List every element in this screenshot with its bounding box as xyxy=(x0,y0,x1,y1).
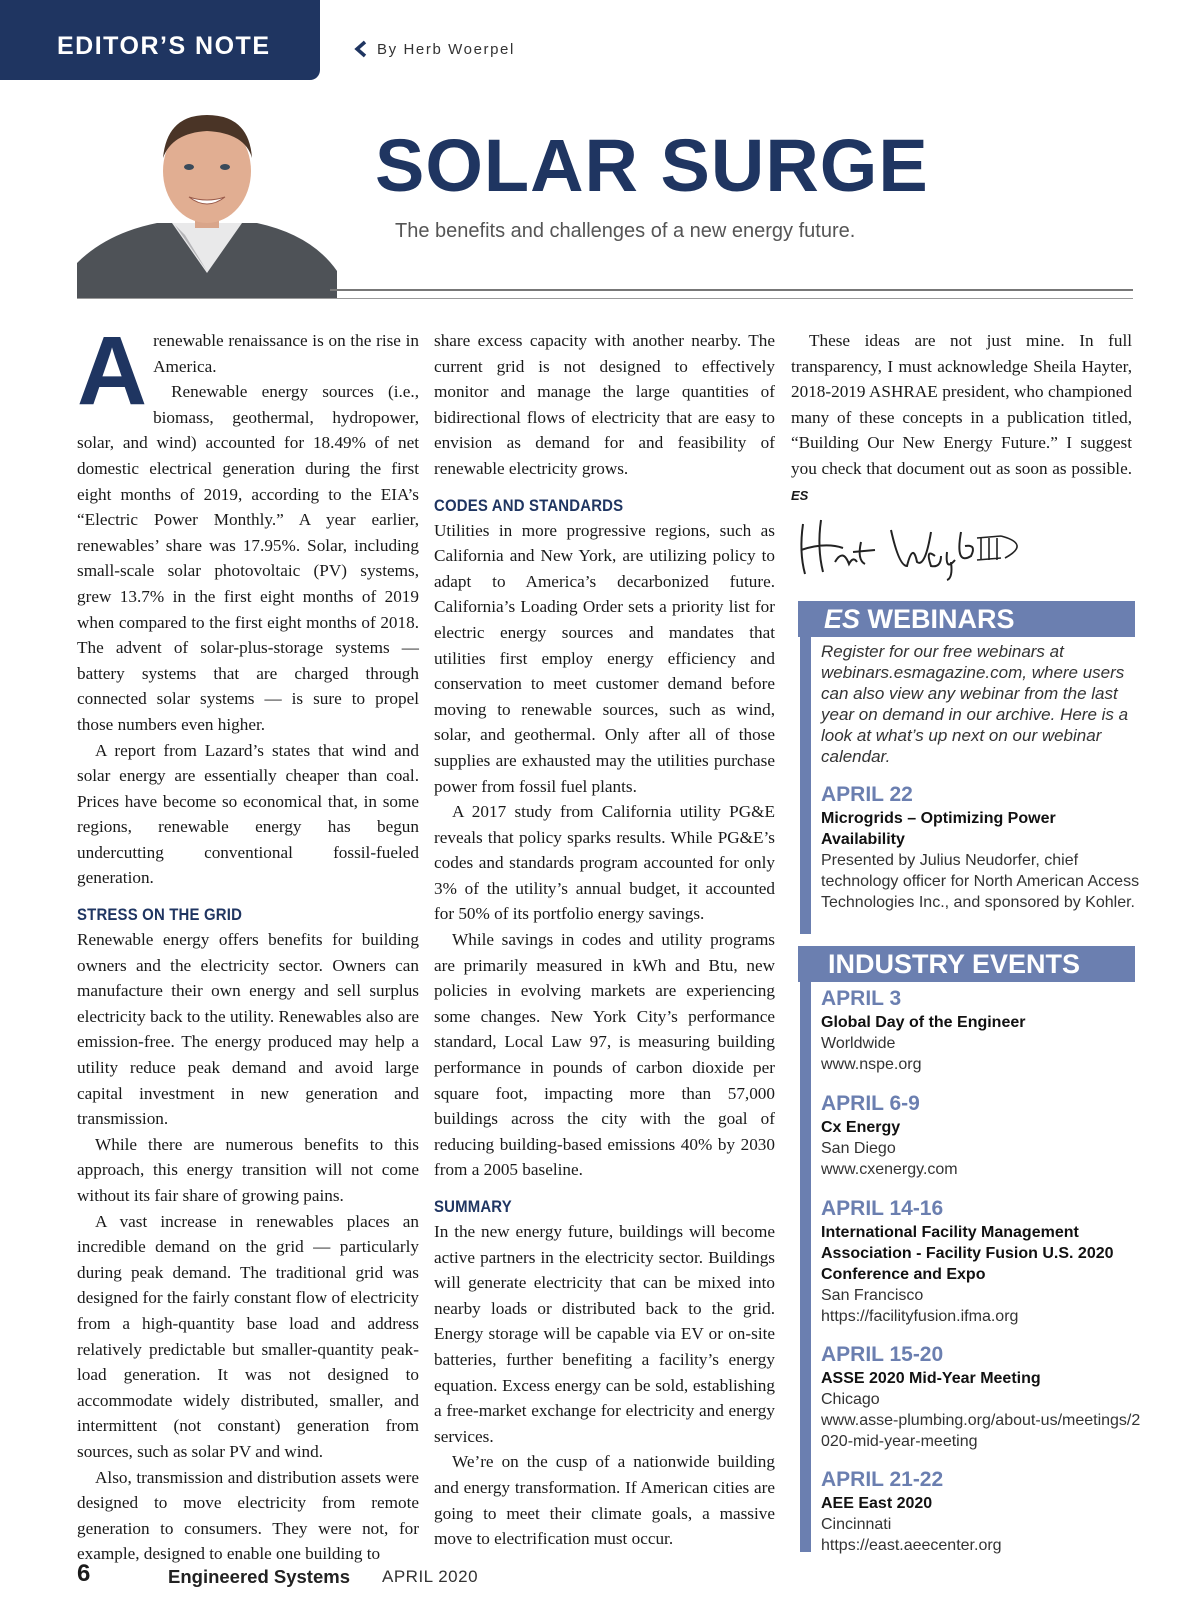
subhead: SUMMARY xyxy=(434,1197,512,1216)
event-url[interactable]: www.cxenergy.com xyxy=(821,1161,958,1178)
paragraph: Utilities in more progressive regions, such as California and New York, are utilizing policy to adapt to America’s decarbonized future. California’s Loading Order sets a priority list for electric energy sources and mandates that utilities first employ energy efficiency and conservation to meet customer demand before moving to renewable sources, such as wind, solar, and geothermal. Only after all of those supplies are exhausted may the utilities purchase power from fossil fuel plants. xyxy=(434,520,775,796)
event-date: APRIL 14-16 xyxy=(821,1197,944,1220)
paragraph: While savings in codes and utility programs are primarily measured in kWh and Btu, new policies in evolving markets are experiencing some changes. New York City’s performance standard, Local Law 97, is measuring building performance in pounds of carbon dioxide per square foot, impacting more than 57,000 buildings across the city with the goal of reducing building-based emissions 40% by 2030 from a 2005 baseline. xyxy=(434,930,775,1180)
event-location: Chicago xyxy=(821,1391,880,1408)
divider xyxy=(77,298,1133,299)
webinars-heading-es: ES xyxy=(824,604,861,634)
subhead: CODES AND STANDARDS xyxy=(434,495,624,515)
webinar-item xyxy=(821,782,1141,913)
panel-bar xyxy=(800,637,811,934)
article-column-1 xyxy=(77,316,419,1567)
subhead: STRESS ON THE GRID xyxy=(77,905,243,925)
event-item xyxy=(821,986,1141,1075)
webinars-heading xyxy=(798,601,1135,637)
event-title: AEE East 2020 xyxy=(821,1495,933,1512)
author-signature xyxy=(795,512,1035,582)
event-title: Global Day of the Engineer xyxy=(821,1014,1026,1031)
chevron-left-icon xyxy=(354,40,367,58)
paragraph: While there are numerous benefits to this approach, this energy transition will not come without its fair share of growing pains. xyxy=(77,1134,419,1205)
event-date: APRIL 22 xyxy=(821,783,913,806)
event-location: Worldwide xyxy=(821,1035,896,1052)
event-date: APRIL 3 xyxy=(821,987,902,1010)
events-heading: INDUSTRY EVENTS xyxy=(798,946,1135,982)
article-column-3 xyxy=(791,328,1132,508)
event-date: APRIL 21-22 xyxy=(821,1468,944,1491)
paragraph xyxy=(791,328,1132,508)
author-portrait xyxy=(77,103,337,299)
paragraph: Also, transmission and distribution assets were designed to move electricity from remote generation to consumers. They were not, for example, designed to enable one building to xyxy=(77,1467,419,1564)
paragraph: share excess capacity with another nearby. The current grid is not designed to effectively monitor and manage the large quantities of bidirectional flows of electricity that are easy to envision as demand for and feasibility of renewable electricity grows. xyxy=(434,331,775,478)
paragraph-text: renewable renaissance is on the rise in America. xyxy=(153,331,419,376)
event-title: International Facility Management Association - Facility Fusion U.S. 2020 Conference and Expo xyxy=(821,1224,1114,1283)
event-url[interactable]: www.nspe.org xyxy=(821,1056,922,1073)
event-location: San Francisco xyxy=(821,1287,924,1304)
event-title: Microgrids – Optimizing Power Availability xyxy=(821,810,1056,848)
end-mark: ES xyxy=(791,487,809,503)
event-item xyxy=(821,1467,1141,1556)
paragraph: In the new energy future, buildings will become active partners in the electricity sector. Buildings will generate electricity that can be mixed into nearby loads or distributed back to the grid. Energy storage will be capable via EV or on-site batteries, further benefiting a facility’s energy equation. Excess energy can be sold, establishing a free-market exchange for electricity and energy services. xyxy=(434,1222,775,1446)
paragraph: A vast increase in renewables places an incredible demand on the grid — particularly during peak demand. The traditional grid was designed for the fairly constant flow of electricity from a high-quantity base load and address relatively predictable but smaller-quantity peak-load generation. It was not designed to accommodate widely distributed, smaller, and intermittent (not constant) generation from sources, such as solar PV and wind. xyxy=(77,1211,419,1461)
paragraph: A 2017 study from California utility PG&E reveals that policy sparks results. While PG&E’s codes and standards program accounted for only 3% of the utility’s annual budget, it accounted for 50% of its portfolio energy savings. xyxy=(434,802,775,924)
byline xyxy=(354,40,515,58)
headline: SOLAR SURGE xyxy=(375,124,929,207)
deck: The benefits and challenges of a new energy future. xyxy=(395,220,856,242)
webinars-intro: Register for our free webinars at webinars.esmagazine.com, where users can also view any webinar from the last year on demand in our archive. Here is a look at what’s up next on our webinar calendar. xyxy=(821,642,1129,766)
dropcap: A xyxy=(77,316,148,425)
event-date: APRIL 15-20 xyxy=(821,1343,944,1366)
paragraph: Renewable energy sources (i.e., biomass, geothermal, hydropower, solar, and wind) accounted for 18.49% of net domestic electrical generation during the first eight months of 2019, according to the EIA’s “Electric Power Monthly.” A year earlier, renewables’ share was 17.95%. Solar, including small-scale solar photovoltaic (PV) systems, grew 13.7% in the first eight months of 2019 when compared to the first eight months of 2018. The advent of solar-plus-storage systems — battery systems that are charged through connected solar systems — is sure to propel those numbers even higher. xyxy=(77,382,419,734)
issue-date: APRIL 2020 xyxy=(382,1567,479,1586)
byline-text: By Herb Woerpel xyxy=(377,40,515,58)
event-url[interactable]: https://facilityfusion.ifma.org xyxy=(821,1308,1019,1325)
paragraph xyxy=(77,316,419,425)
event-location: San Diego xyxy=(821,1140,896,1157)
event-item xyxy=(821,1091,1141,1180)
article-column-2 xyxy=(434,328,775,1552)
event-location: Cincinnati xyxy=(821,1516,892,1533)
event-title: Cx Energy xyxy=(821,1119,901,1136)
event-url[interactable]: https://east.aeecenter.org xyxy=(821,1537,1002,1554)
divider xyxy=(330,289,1133,291)
webinars-heading-text: WEBINARS xyxy=(860,604,1015,634)
paragraph-text: These ideas are not just mine. In full transparency, I must acknowledge Sheila Hayter, 2018-2019 ASHRAE president, who championed many of these concepts in a publication titled, “Building Our New Energy Future.” I suggest you check that document out as soon as possible. xyxy=(791,331,1132,478)
event-url[interactable]: www.asse-plumbing.org/about-us/meetings/2020-mid-year-meeting xyxy=(821,1412,1141,1450)
paragraph: We’re on the cusp of a nationwide building and energy transformation. If American cities are going to meet their climate goals, a massive move to electrification must occur. xyxy=(434,1452,775,1549)
paragraph: Renewable energy offers benefits for building owners and the electricity sector. Owners can manufacture their own energy and sell surplus electricity back to the utility. Renewables also are emission-free. The energy produced may help a utility reduce peak demand and avoid large capital investment in new generation and transmission. xyxy=(77,930,419,1129)
event-date: APRIL 6-9 xyxy=(821,1092,920,1115)
section-tab xyxy=(0,0,320,80)
page-number: 6 xyxy=(77,1560,91,1587)
panel-bar xyxy=(800,982,811,1552)
event-title: ASSE 2020 Mid-Year Meeting xyxy=(821,1370,1041,1387)
event-description: Presented by Julius Neudorfer, chief technology officer for North American Access Technologies Inc., and sponsored by Kohler. xyxy=(821,852,1140,911)
event-item xyxy=(821,1196,1141,1327)
paragraph: A report from Lazard’s states that wind and solar energy are essentially cheaper than coal. Prices have become so economical that, in some regions, renewable energy has begun undercutting conventional fossil-fueled generation. xyxy=(77,740,419,888)
event-item xyxy=(821,1342,1141,1452)
section-tab-label: EDITOR’S NOTE xyxy=(57,32,271,60)
magazine-name: Engineered Systems xyxy=(168,1566,350,1587)
